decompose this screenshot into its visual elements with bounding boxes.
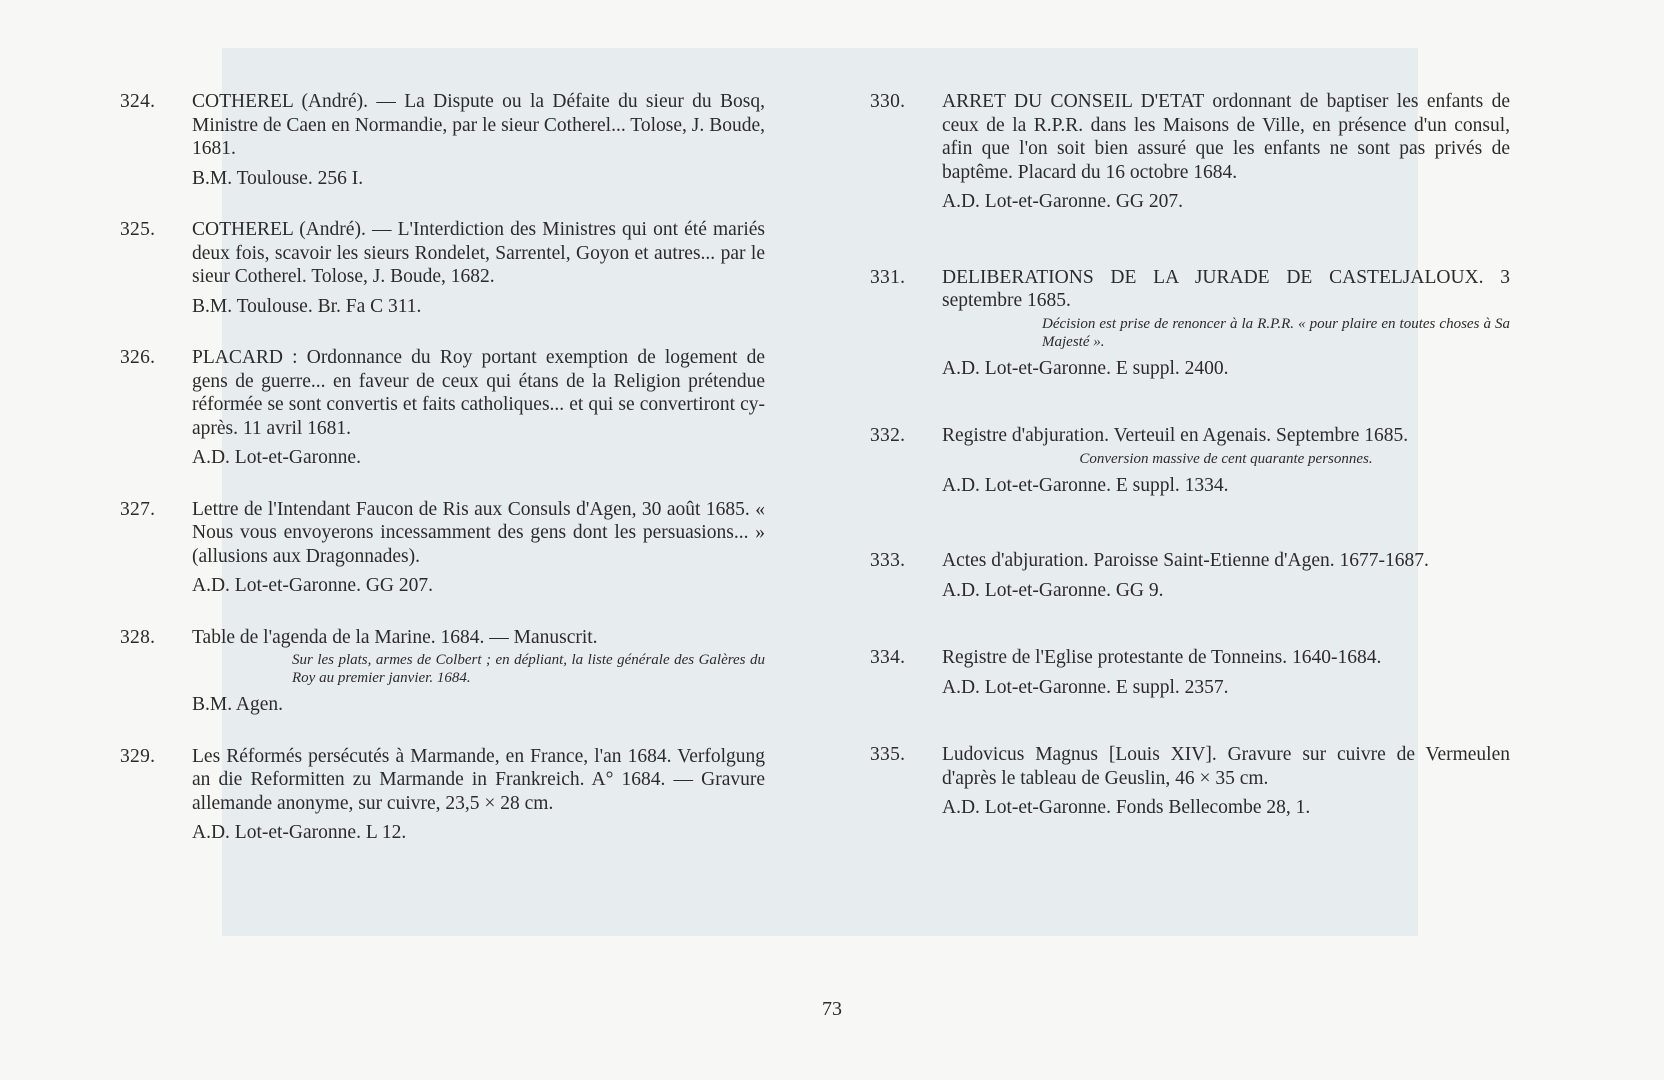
catalog-entry-330 <box>870 90 1510 214</box>
entry-description: Actes d'abjuration. Paroisse Saint-Etienne d'Agen. 1677-1687. <box>942 550 1429 571</box>
entry-number: 325. <box>120 219 156 240</box>
catalog-entry-332 <box>870 424 1510 497</box>
entry-number: 328. <box>120 626 156 648</box>
entry-location: A.D. Lot-et-Garonne. Fonds Bellecombe 28, 1. <box>942 797 1311 818</box>
entry-number: 329. <box>120 745 156 767</box>
entry-description: Les Réformés persécutés à Marmande, en France, l'an 1684. Verfolgung an die Reformitten zu Marmande in Frankreich. A° 1684. — Gravure allemande anonyme, sur cuivre, 23,5 × 28 cm. <box>192 745 765 814</box>
entry-number: 327. <box>120 498 156 520</box>
entry-description: COTHEREL (André). — L'Interdiction des Ministres qui ont été mariés deux fois, scavoir les sieurs Rondelet, Sarrentel, Goyon et autres... par le sieur Cotherel. Tolose, J. Boude, 1682. <box>192 219 765 287</box>
catalog-entry-329 <box>120 745 765 845</box>
entry-description: Lettre de l'Intendant Faucon de Ris aux Consuls d'Agen, 30 août 1685. « Nous vous envoyerons incessamment des gens dont les persuasions... » (allusions aux Dragonnades). <box>192 498 765 567</box>
entry-number: 333. <box>870 550 906 571</box>
entry-description: ARRET DU CONSEIL D'ETAT ordonnant de baptiser les enfants de ceux de la R.P.R. dans les Maisons de Ville, en présence d'un consul, afin que l'on soit bien assuré que les enfants ne sont pas privés de baptême. Placard du 16 octobre 1684. <box>942 91 1510 183</box>
entry-description: Registre d'abjuration. Verteuil en Agenais. Septembre 1685. <box>942 425 1409 446</box>
catalog-entry-333 <box>870 549 1510 602</box>
entry-note: Conversion massive de cent quarante personnes. <box>1079 450 1373 467</box>
entry-description: Ludovicus Magnus [Louis XIV]. Gravure sur cuivre de Vermeulen d'après le tableau de Geuslin, 46 × 35 cm. <box>942 744 1510 789</box>
entry-location: B.M. Agen. <box>192 694 284 715</box>
right-column <box>870 90 1510 820</box>
entry-description: COTHEREL (André). — La Dispute ou la Défaite du sieur du Bosq, Ministre de Caen en Normandie, par le sieur Cotherel... Tolose, J. Boude, 1681. <box>192 91 765 159</box>
entry-location: B.M. Toulouse. Br. Fa C 311. <box>192 295 422 317</box>
catalog-entry-325 <box>120 218 765 318</box>
entry-number: 324. <box>120 91 156 112</box>
entry-number: 335. <box>870 744 906 765</box>
entry-location: A.D. Lot-et-Garonne. E suppl. 2357. <box>942 676 1229 698</box>
left-column <box>120 90 765 845</box>
entry-number: 334. <box>870 647 906 668</box>
page-number: 73 <box>822 998 842 1020</box>
entry-location: A.D. Lot-et-Garonne. L 12. <box>192 822 407 843</box>
entry-description: Registre de l'Eglise protestante de Tonneins. 1640-1684. <box>942 647 1382 668</box>
catalog-entry-326 <box>120 346 765 470</box>
entry-location: A.D. Lot-et-Garonne. E suppl. 1334. <box>942 474 1229 496</box>
catalog-entry-334 <box>870 646 1510 699</box>
entry-description: DELIBERATIONS DE LA JURADE DE CASTELJALOUX. 3 septembre 1685. <box>942 266 1510 311</box>
entry-location: A.D. Lot-et-Garonne. GG 9. <box>942 579 1164 601</box>
entry-number: 326. <box>120 347 156 368</box>
entry-location: A.D. Lot-et-Garonne. E suppl. 2400. <box>942 357 1229 379</box>
entry-number: 332. <box>870 425 906 446</box>
catalog-entry-327 <box>120 498 765 598</box>
entry-note: Décision est prise de renoncer à la R.P.R. « pour plaire en toutes choses à Sa Majesté ». <box>1042 315 1510 350</box>
entry-number: 330. <box>870 91 906 112</box>
entry-location: B.M. Toulouse. 256 I. <box>192 167 364 189</box>
entry-description: PLACARD : Ordonnance du Roy portant exemption de logement de gens de guerre... en faveur de ceux qui étans de la Religion prétendue réformée se sont convertis et faits catholiques... et qui se convertiront cy-après. 11 avril 1681. <box>192 347 765 439</box>
entry-location: A.D. Lot-et-Garonne. <box>192 447 361 468</box>
entry-location: A.D. Lot-et-Garonne. GG 207. <box>192 575 433 596</box>
catalog-entry-335 <box>870 743 1510 820</box>
entry-description: Table de l'agenda de la Marine. 1684. — Manuscrit. <box>192 626 598 648</box>
catalog-entry-324 <box>120 90 765 190</box>
catalog-entry-331 <box>870 266 1510 381</box>
catalog-entry-328 <box>120 626 765 717</box>
entry-location: A.D. Lot-et-Garonne. GG 207. <box>942 191 1183 212</box>
entry-number: 331. <box>870 266 906 288</box>
entry-note: Sur les plats, armes de Colbert ; en dépliant, la liste générale des Galères du Roy au premier janvier. 1684. <box>292 652 765 686</box>
